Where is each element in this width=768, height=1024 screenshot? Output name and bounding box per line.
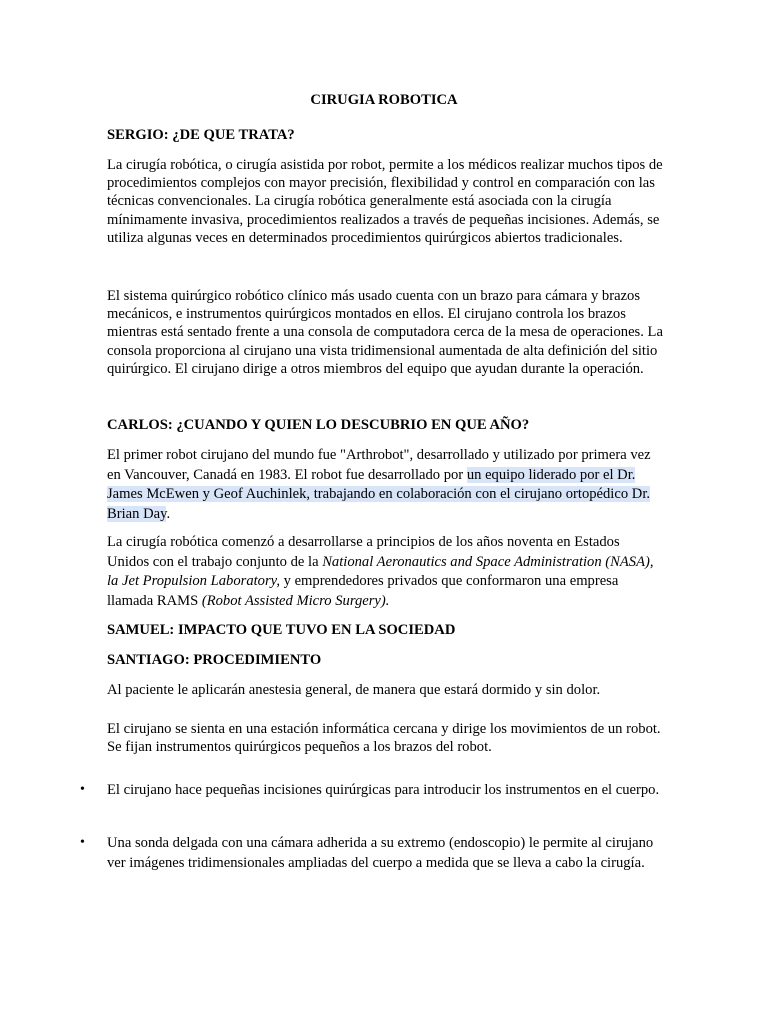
santiago-paragraph-2: El cirujano se sienta en una estación informática cercana y dirige los movimientos de un robot. Se fijan instrumentos quirúrgicos pequeños a los brazos del robot. [107,721,661,756]
section-heading-samuel: SAMUEL: IMPACTO QUE TUVO EN LA SOCIEDAD [107,622,456,638]
carlos-paragraph-2 [107,533,663,611]
sergio-paragraph-2: El sistema quirúrgico robótico clínico más usado cuenta con un brazo para cámara y brazos mecánicos, e instrumentos quirúrgicos montados en ellos. El cirujano controla los brazos mientras está sentado frente a una consola de computadora cerca de la mesa de operaciones. La consola proporciona al cirujano una vista tridimensional aumentada de alta definición del sitio quirúrgico. El cirujano dirige a otros miembros del equipo que ayudan durante la operación. [107,288,663,377]
list-item-text: El cirujano hace pequeñas incisiones quirúrgicas para introducir los instrumentos en el cuerpo. [107,782,660,798]
carlos-p2-text-b: y emprendedores privados que conformaron una empresa llamada RAMS [107,573,619,609]
highlighted-text: un equipo liderado por el Dr. James McEwen y Geof Auchinlek, trabajando en colaboración con el cirujano ortopédico Dr. [107,466,651,503]
santiago-paragraph-1: Al paciente le aplicarán anestesia general, de manera que estará dormido y sin dolor. [107,682,601,698]
carlos-p2-text-a: La cirugía robótica comenzó a desarrollarse a principios de los años noventa en Estados Unidos con el trabajo conjunto de la [107,534,620,570]
carlos-paragraph-1 [107,446,663,524]
section-heading-sergio: SERGIO: ¿DE QUE TRATA? [107,127,295,143]
carlos-p2-italic-b: (Robot Assisted Micro Surgery). [201,592,390,609]
carlos-p1-end: . [166,505,171,522]
sergio-paragraph-1: La cirugía robótica, o cirugía asistida por robot, permite a los médicos realizar muchos tipos de procedimientos complejos con mayor precisión, flexibilidad y control en comparación con las técnicas convencionales. La cirugía robótica generalmente está asociada con la cirugía mínimamente invasiva, procedimientos realizados a través de pequeñas incisiones. Además, se utiliza algunas veces en determinados procedimientos quirúrgicos abiertos tradicionales. [107,157,663,246]
section-heading-santiago: SANTIAGO: PROCEDIMIENTO [107,652,322,668]
carlos-p2-italic-a: National Aeronautics and Space Administration (NASA), la Jet Propulsion Laboratory, [107,553,654,590]
document-title: CIRUGIA ROBOTICA [310,92,458,108]
bullet-icon: • [80,782,85,797]
bullet-icon: • [80,835,85,850]
list-item-text: Una sonda delgada con una cámara adherida a su extremo (endoscopio) le permite al cirujano ver imágenes tridimensionales ampliadas del cuerpo a medida que se lleva a cabo la cirugía. [107,835,654,871]
highlighted-text: Brian Day [107,505,167,522]
carlos-p1-text: El primer robot cirujano del mundo fue "Arthrobot", desarrollado y utilizado por primera vez en Vancouver, Canadá en 1983. El robot fue desarrollado por [107,447,651,483]
section-heading-carlos: CARLOS: ¿CUANDO Y QUIEN LO DESCUBRIO EN QUE AÑO? [107,417,530,433]
